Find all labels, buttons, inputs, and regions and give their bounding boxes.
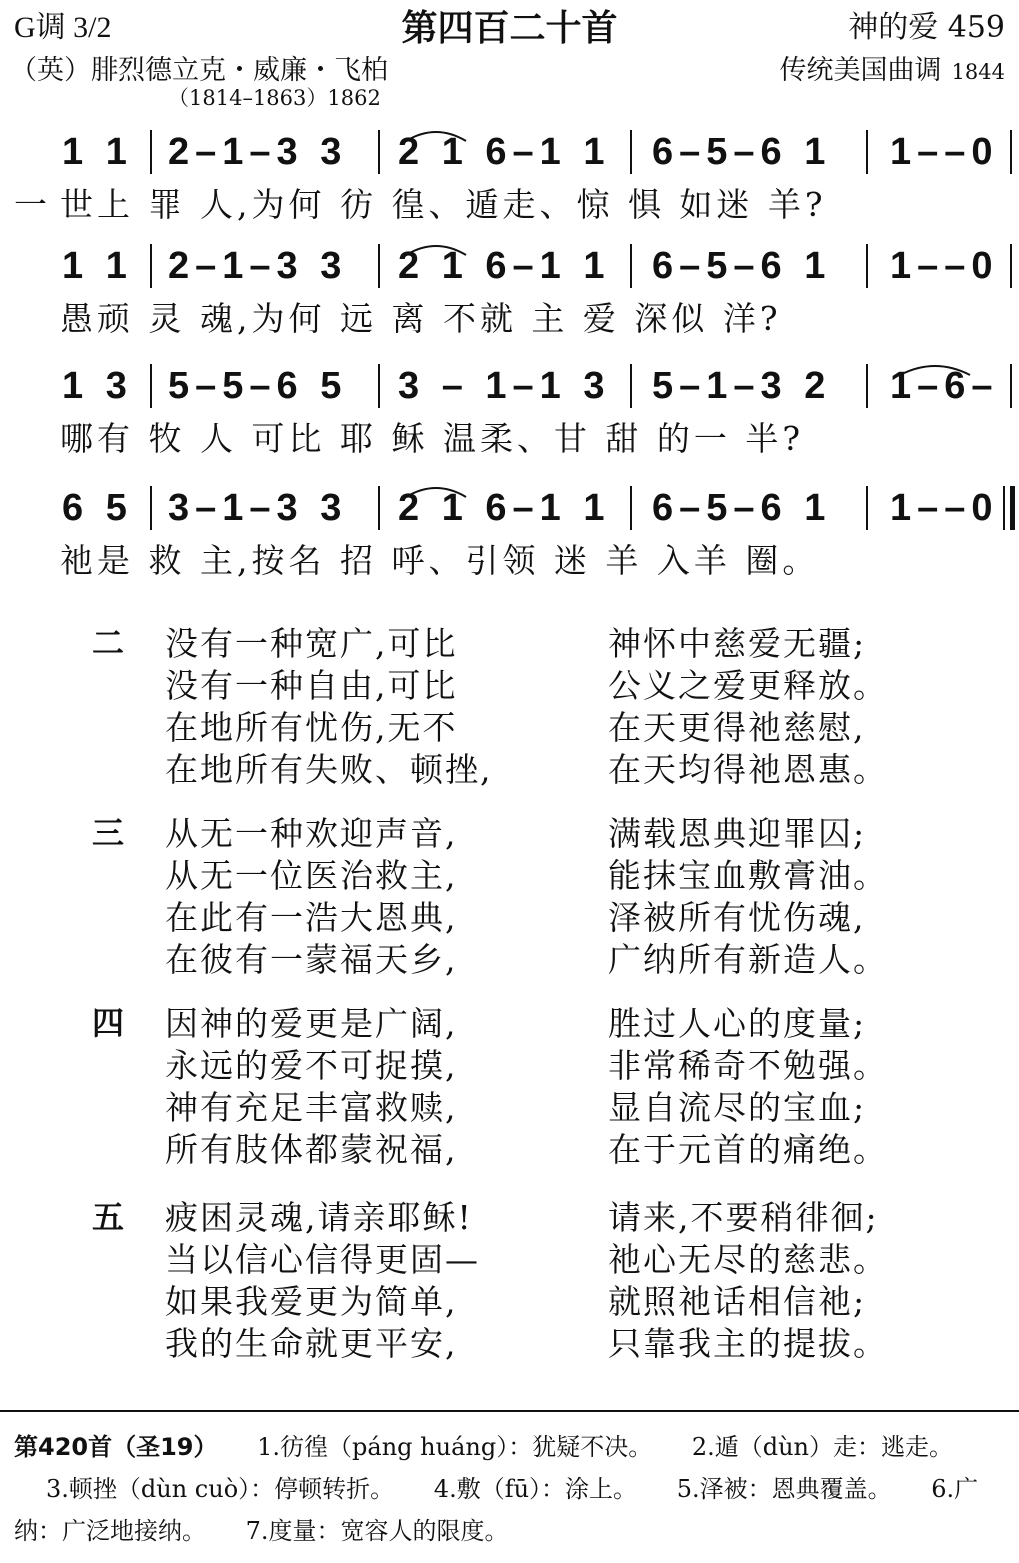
stanza-number: 二 — [92, 624, 125, 662]
measure: 6 5 — [62, 487, 133, 529]
slur-mark — [404, 127, 468, 143]
measure: 2–1–3 3 — [168, 245, 348, 287]
measure: 2–1–3 3 — [168, 131, 348, 173]
measure: 1 1 — [62, 131, 133, 173]
lyric-line — [0, 414, 1019, 464]
measure: 6–5–6 1 — [652, 131, 832, 173]
final-bar-line — [1003, 486, 1015, 530]
bar-line — [630, 130, 632, 174]
stanza-line-first-half: 我的生命就更平安, — [165, 1324, 458, 1363]
stanza-line-first-half: 神有充足丰富救赎, — [165, 1088, 458, 1127]
lyric-text: 祂是 救 主,按名 招 呼、引领 迷 羊 入羊 圈。 — [60, 541, 820, 580]
stanza-line-first-half: 当以信心信得更固— — [165, 1240, 480, 1279]
verse-number: 一 — [14, 185, 47, 224]
stanza-line-first-half: 在地所有失败、顿挫, — [165, 750, 493, 789]
bar-line — [866, 364, 868, 408]
footnote-item: 5.泽被：恩典覆盖。 — [676, 1475, 892, 1503]
footnote-item: 2.遁（dùn）走：逃走。 — [691, 1433, 954, 1461]
measure: 1––0 — [890, 245, 999, 287]
bar-line — [1010, 244, 1012, 288]
tune-name: 传统美国曲调 — [779, 55, 942, 86]
measure: 1–6– — [890, 365, 999, 407]
bar-line — [378, 244, 380, 288]
lyric-line — [0, 536, 1019, 586]
stanza-line-first-half: 在此有一浩大恩典, — [165, 898, 458, 937]
stanza-line-second-half: 胜过人心的度量; — [608, 1004, 867, 1043]
key-signature: G调 3/2 — [14, 11, 112, 44]
bar-line — [630, 244, 632, 288]
notes-divider — [0, 1410, 1019, 1412]
stanza-line-second-half: 只靠我主的提拔。 — [608, 1324, 888, 1363]
bar-line — [150, 130, 152, 174]
measure: 2 1 6–1 1 — [398, 131, 611, 173]
bar-line — [378, 486, 380, 530]
stanza-line-second-half: 广纳所有新造人。 — [608, 940, 888, 979]
stanza-line-second-half: 请来,不要稍徘徊; — [608, 1198, 879, 1237]
stanza-number: 四 — [92, 1004, 125, 1042]
lyricist: （英）腓烈德立克・威廉・飞柏 — [10, 55, 388, 86]
notation-row — [0, 242, 1019, 290]
stanza-line-first-half: 疲困灵魂,请亲耶稣! — [165, 1198, 473, 1237]
bar-line — [150, 364, 152, 408]
lyric-text: 哪有 牧 人 可比 耶 稣 温柔、甘 甜 的一 半? — [60, 419, 805, 458]
stanza-line-second-half: 公义之爱更释放。 — [608, 666, 888, 705]
footnote-item: 6.广纳：广泛地接纳。 — [14, 1475, 979, 1545]
notation-row — [0, 362, 1019, 410]
measure: 5–1–3 2 — [652, 365, 832, 407]
stanza-line-first-half: 没有一种宽广,可比 — [165, 624, 458, 663]
hymn-title: 第四百二十首 — [401, 8, 618, 49]
measure: 6–5–6 1 — [652, 487, 832, 529]
stanza-line-second-half: 神怀中慈爱无疆; — [608, 624, 867, 663]
stanza-line-first-half: 在彼有一蒙福天乡, — [165, 940, 458, 979]
stanza-line-second-half: 泽被所有忧伤魂, — [608, 898, 866, 937]
stanza-line-first-half: 从无一位医治救主, — [165, 856, 458, 895]
bar-line — [630, 364, 632, 408]
stanza-line-first-half: 所有肢体都蒙祝福, — [165, 1130, 458, 1169]
tune-year: 1844 — [951, 60, 1005, 84]
footnote-item: 3.顿挫（dùn cuò）：停顿转折。 — [46, 1475, 395, 1503]
stanza-line-second-half: 祂心无尽的慈悲。 — [608, 1240, 888, 1279]
notation-row — [0, 484, 1019, 532]
stanza-line-second-half: 能抹宝血敷膏油。 — [608, 856, 888, 895]
measure: 6–5–6 1 — [652, 245, 832, 287]
bar-line — [1010, 130, 1012, 174]
lyric-line — [0, 294, 1019, 344]
stanza-line-first-half: 如果我爱更为简单, — [165, 1282, 458, 1321]
bar-line — [866, 244, 868, 288]
stanza-line-second-half: 非常稀奇不勉强。 — [608, 1046, 888, 1085]
measure: 2 1 6–1 1 — [398, 245, 611, 287]
stanza-line-first-half: 因神的爱更是广阔, — [165, 1004, 458, 1043]
stanza-line-first-half: 永远的爱不可捉摸, — [165, 1046, 458, 1085]
bar-line — [630, 486, 632, 530]
stanza-line-first-half: 没有一种自由,可比 — [165, 666, 458, 705]
stanza-line-second-half: 在天更得祂慈慰, — [608, 708, 866, 747]
measure: 2 1 6–1 1 — [398, 487, 611, 529]
stanza-number: 三 — [92, 814, 125, 852]
lyric-text: 世上 罪 人,为何 彷 徨、遁走、惊 惧 如迷 羊? — [60, 185, 827, 224]
measure: 5–5–6 5 — [168, 365, 348, 407]
bar-line — [1010, 364, 1012, 408]
stanza-line-first-half: 从无一种欢迎声音, — [165, 814, 458, 853]
slur-mark — [898, 361, 972, 377]
lyric-line — [0, 180, 1019, 230]
lyric-text: 愚顽 灵 魂,为何 远 离 不就 主 爱 深似 洋? — [60, 299, 782, 338]
measure: 1 1 — [62, 245, 133, 287]
measure: 1––0 — [890, 131, 999, 173]
bar-line — [378, 364, 380, 408]
stanza-line-second-half: 显自流尽的宝血; — [608, 1088, 867, 1127]
stanza-number: 五 — [92, 1198, 125, 1236]
bar-line — [150, 244, 152, 288]
stanza-line-second-half: 满载恩典迎罪囚; — [608, 814, 867, 853]
measure: 1 3 — [62, 365, 133, 407]
footnote-item: 7.度量：宽容人的限度。 — [245, 1517, 509, 1545]
stanza-line-second-half: 在天均得祂恩惠。 — [608, 750, 888, 789]
hymn-topic: 神的爱 459 — [848, 10, 1005, 45]
bar-line — [378, 130, 380, 174]
lyricist-years: （1814–1863）1862 — [168, 86, 381, 110]
slur-mark — [404, 241, 468, 257]
stanza-line-first-half: 在地所有忧伤,无不 — [165, 708, 458, 747]
bar-line — [866, 130, 868, 174]
stanza-line-second-half: 在于元首的痛绝。 — [608, 1130, 888, 1169]
bar-line — [866, 486, 868, 530]
footnote-item: 1.彷徨（páng huáng）：犹疑不决。 — [257, 1433, 653, 1461]
bar-line — [150, 486, 152, 530]
stanza-line-second-half: 就照祂话相信祂; — [608, 1282, 867, 1321]
footnote-item: 4.敷（fū）：涂上。 — [433, 1475, 638, 1503]
footnotes — [14, 1426, 1004, 1552]
slur-mark — [404, 483, 468, 499]
tune-credit — [780, 48, 1005, 87]
footnotes-heading: 第420首（圣19） — [14, 1433, 218, 1461]
measure: 1––0 — [890, 487, 999, 529]
measure: 3–1–3 3 — [168, 487, 348, 529]
notation-row — [0, 128, 1019, 176]
measure: 3 – 1–1 3 — [398, 365, 611, 407]
